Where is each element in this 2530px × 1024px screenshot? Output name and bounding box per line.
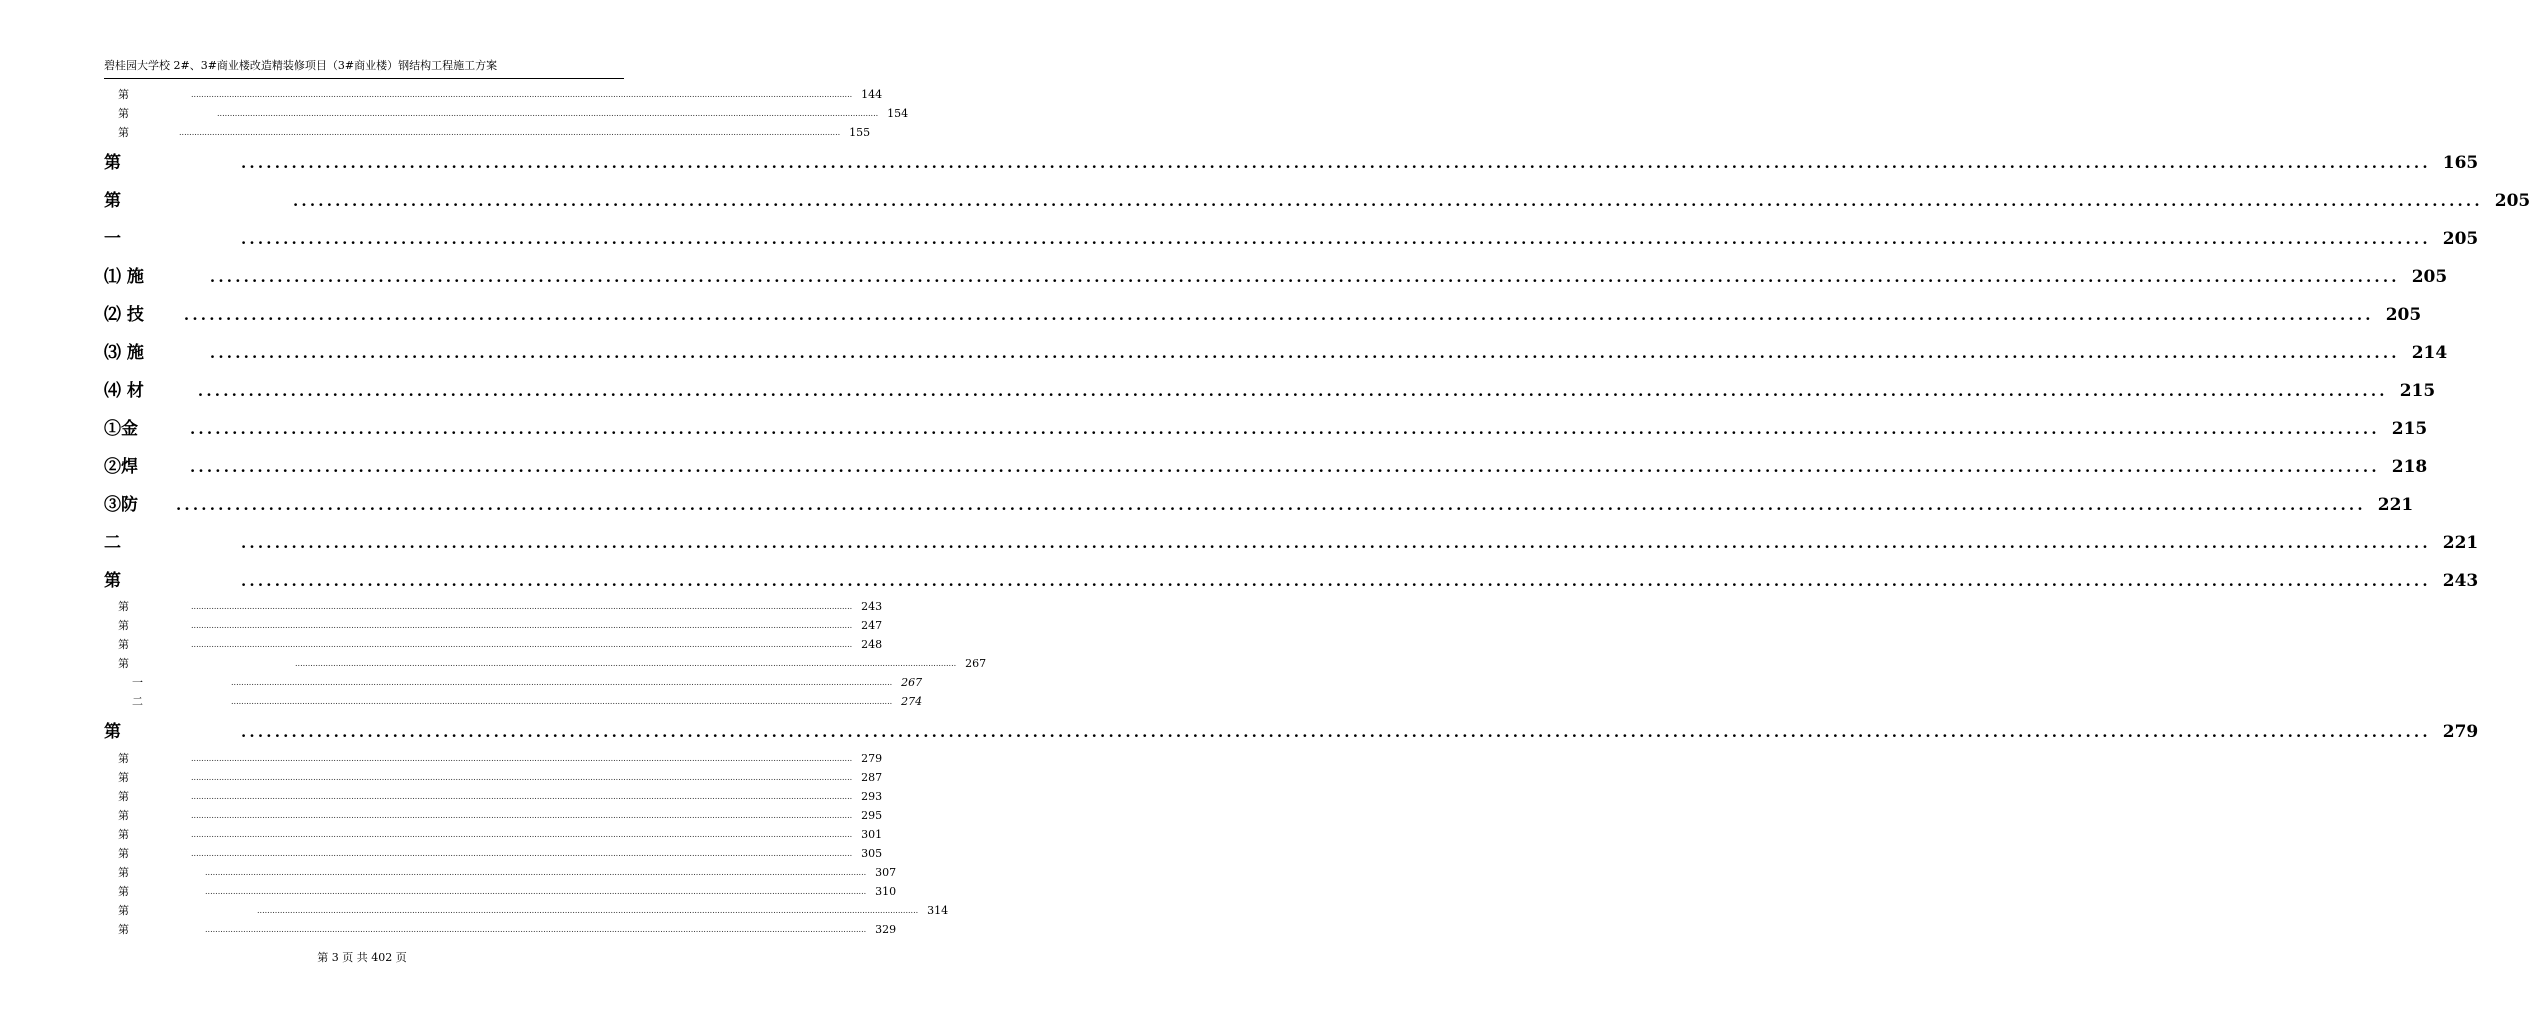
toc-label: 第 [118,923,129,936]
toc-label: 第 [118,600,129,613]
toc-label: 第 [118,866,129,879]
dot-leader: .................................................................................................................................................................................................................................................................... [191,640,853,649]
dot-leader: .................................................................................................................................................................................................................................................................... [257,906,919,915]
toc-row[interactable] [104,490,2414,520]
toc-page: 310 [875,885,897,898]
dot-leader: .................................................................................................................................................................................................................................................................... [179,128,841,137]
toc-page: 215 [2391,419,2428,439]
toc-page: 274 [901,695,923,708]
toc-row[interactable] [104,376,2436,406]
dot-leader: .................................................................................................................................................................................................................................................................... [293,192,2483,210]
toc-page: 267 [965,657,987,670]
toc-row[interactable] [118,598,883,616]
toc-label: ⑴ 施 [104,267,144,287]
toc-row[interactable] [118,921,897,939]
dot-leader: .................................................................................................................................................................................................................................................................... [241,154,2431,172]
toc-page: 205 [2442,229,2479,249]
toc-label: ①金 [104,419,138,439]
toc-row[interactable] [118,883,897,901]
toc-label: 一 [132,676,143,689]
toc-page: 205 [2494,191,2530,211]
dot-leader: .................................................................................................................................................................................................................................................................... [191,602,853,611]
toc-label: 第 [118,638,129,651]
toc-row[interactable] [104,300,2422,330]
toc-label: 第 [104,191,121,211]
dot-leader: .................................................................................................................................................................................................................................................................... [191,811,853,820]
toc-label: 第 [118,619,129,632]
toc-row[interactable] [118,750,883,768]
toc-row[interactable] [118,826,883,844]
toc-row[interactable] [118,655,987,673]
toc-label: 第 [104,153,121,173]
toc-page: 165 [2442,153,2479,173]
toc-row[interactable] [104,186,2530,216]
dot-leader: .................................................................................................................................................................................................................................................................... [191,90,853,99]
dot-leader: .................................................................................................................................................................................................................................................................... [231,697,893,706]
dot-leader: .................................................................................................................................................................................................................................................................... [241,723,2431,741]
toc-label: 第 [118,904,129,917]
toc-page: 214 [2411,343,2448,363]
dot-leader: .................................................................................................................................................................................................................................................................... [241,534,2431,552]
toc-label: ⑶ 施 [104,343,144,363]
toc-page: 279 [2442,722,2479,742]
dot-leader: .................................................................................................................................................................................................................................................................... [295,659,957,668]
dot-leader: .................................................................................................................................................................................................................................................................... [197,382,2388,400]
toc-page: 205 [2385,305,2422,325]
toc-label: 第 [104,571,121,591]
toc-row[interactable] [118,636,883,654]
dot-leader: .................................................................................................................................................................................................................................................................... [241,230,2431,248]
toc-page: 215 [2399,381,2436,401]
toc-row[interactable] [104,717,2479,747]
header-rule [104,78,624,79]
dot-leader: .................................................................................................................................................................................................................................................................... [191,830,853,839]
toc-row[interactable] [104,338,2448,368]
dot-leader: .................................................................................................................................................................................................................................................................... [205,868,867,877]
dot-leader: .................................................................................................................................................................................................................................................................... [191,621,853,630]
toc-page: 267 [901,676,923,689]
dot-leader: .................................................................................................................................................................................................................................................................... [190,458,2380,476]
toc-label: ⑵ 技 [104,305,144,325]
toc-row[interactable] [104,224,2479,254]
dot-leader: .................................................................................................................................................................................................................................................................... [191,773,853,782]
toc-label: ③防 [104,495,138,515]
toc-row[interactable] [132,674,923,692]
toc-page: 247 [861,619,883,632]
toc-label: 第 [118,771,129,784]
toc-row[interactable] [118,86,883,104]
dot-leader: .................................................................................................................................................................................................................................................................... [209,268,2400,286]
toc-page: 243 [861,600,883,613]
toc-page: 221 [2377,495,2414,515]
toc-row[interactable] [118,105,909,123]
toc-row[interactable] [118,769,883,787]
toc-page: 243 [2442,571,2479,591]
toc-row[interactable] [118,788,883,806]
toc-label: 第 [118,885,129,898]
toc-row[interactable] [104,528,2479,558]
toc-row[interactable] [118,864,897,882]
dot-leader: .................................................................................................................................................................................................................................................................... [205,925,867,934]
toc-page: 329 [875,923,897,936]
dot-leader: .................................................................................................................................................................................................................................................................... [191,754,853,763]
dot-leader: .................................................................................................................................................................................................................................................................... [241,572,2431,590]
toc-row[interactable] [118,902,949,920]
dot-leader: .................................................................................................................................................................................................................................................................... [190,420,2380,438]
toc-label: 第 [118,828,129,841]
toc-row[interactable] [104,262,2448,292]
toc-row[interactable] [104,452,2428,482]
toc-page: 154 [887,107,909,120]
toc-label: ②焊 [104,457,138,477]
toc-label: 第 [118,847,129,860]
toc-row[interactable] [132,693,923,711]
toc-label: ⑷ 材 [104,381,144,401]
toc-label: 第 [118,107,129,120]
toc-page: 293 [861,790,883,803]
dot-leader: .................................................................................................................................................................................................................................................................... [209,344,2400,362]
toc-row[interactable] [104,148,2479,178]
toc-row[interactable] [104,566,2479,596]
toc-page: 144 [861,88,883,101]
toc-row[interactable] [118,617,883,635]
dot-leader: .................................................................................................................................................................................................................................................................... [217,109,879,118]
toc-page: 221 [2442,533,2479,553]
toc-label: 第 [118,752,129,765]
toc-row[interactable] [118,124,871,142]
toc-page: 287 [861,771,883,784]
toc-page: 301 [861,828,883,841]
toc-page: 205 [2411,267,2448,287]
toc-page: 307 [875,866,897,879]
toc-label: 一 [104,229,121,249]
toc-row[interactable] [118,845,883,863]
toc-row[interactable] [104,414,2428,444]
dot-leader: .................................................................................................................................................................................................................................................................... [176,496,2366,514]
page-footer: 第 3 页 共 402 页 [317,951,407,964]
dot-leader: .................................................................................................................................................................................................................................................................... [191,792,853,801]
toc-label: 二 [132,695,143,708]
toc-label: 第 [118,809,129,822]
page-header: 碧桂园大学校 2#、3#商业楼改造精装修项目（3#商业楼）钢结构工程施工方案 [104,59,498,72]
toc-page: 295 [861,809,883,822]
toc-page: 279 [861,752,883,765]
toc-label: 第 [118,790,129,803]
toc-label: 第 [118,126,129,139]
dot-leader: .................................................................................................................................................................................................................................................................... [183,306,2374,324]
toc-page: 314 [927,904,949,917]
toc-label: 第 [104,722,121,742]
toc-label: 二 [104,533,121,553]
toc-page: 218 [2391,457,2428,477]
toc-label: 第 [118,88,129,101]
toc-row[interactable] [118,807,883,825]
dot-leader: .................................................................................................................................................................................................................................................................... [191,849,853,858]
toc-label: 第 [118,657,129,670]
dot-leader: .................................................................................................................................................................................................................................................................... [231,678,893,687]
toc-page: 155 [849,126,871,139]
dot-leader: .................................................................................................................................................................................................................................................................... [205,887,867,896]
toc-page: 248 [861,638,883,651]
toc-page: 305 [861,847,883,860]
